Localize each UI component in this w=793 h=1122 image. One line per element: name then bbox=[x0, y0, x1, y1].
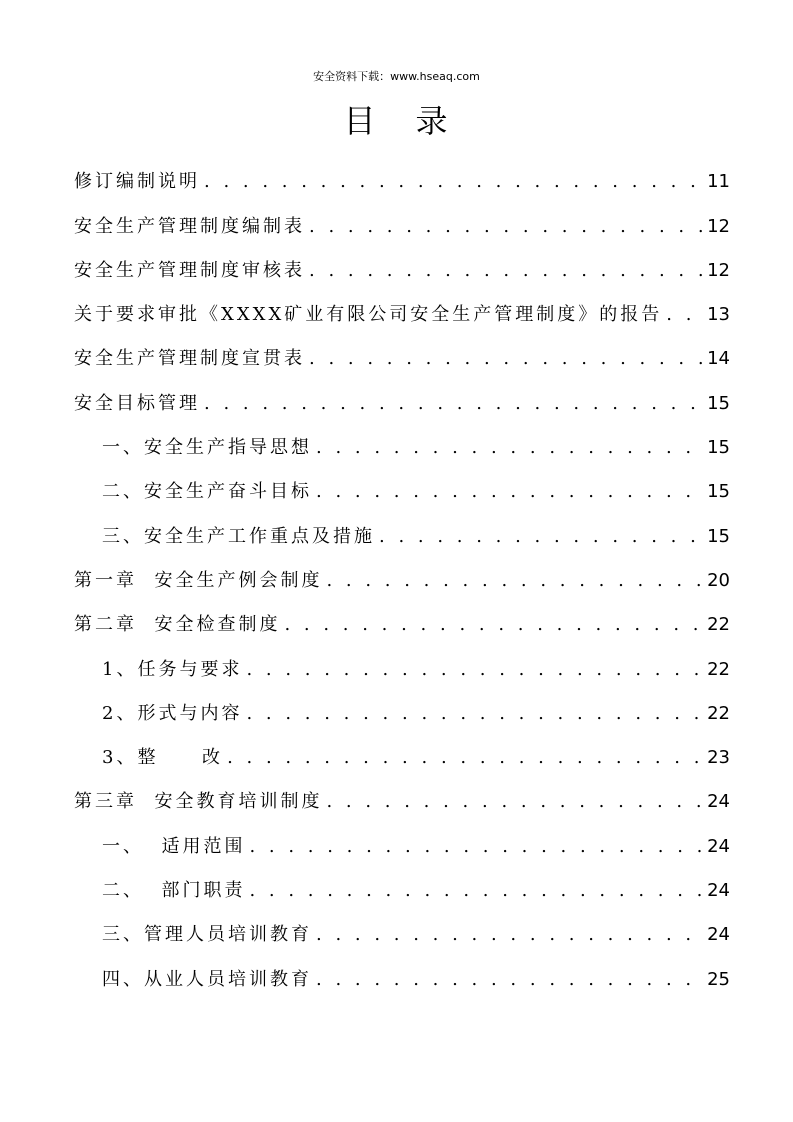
toc-entry[interactable] bbox=[74, 160, 730, 204]
toc-entry[interactable] bbox=[74, 913, 730, 957]
toc-entry-text: 修订编制说明 bbox=[74, 171, 200, 193]
toc-leader bbox=[309, 205, 703, 249]
toc-entry-page: 24 bbox=[707, 924, 730, 946]
toc-entry-text: 二、 部门职责 bbox=[102, 880, 246, 902]
toc-entry-page: 24 bbox=[707, 791, 730, 813]
toc-entry[interactable] bbox=[74, 647, 730, 691]
toc-entry-text: 一、安全生产指导思想 bbox=[102, 437, 312, 459]
toc-entry[interactable] bbox=[74, 736, 730, 780]
toc-entry-text: 三、安全生产工作重点及措施 bbox=[102, 525, 375, 547]
toc-leader bbox=[249, 869, 703, 913]
toc-entry-text: 安全目标管理 bbox=[74, 392, 200, 414]
toc-entry[interactable] bbox=[74, 692, 730, 736]
title-char-2: 录 bbox=[415, 102, 450, 140]
toc-entry[interactable] bbox=[74, 957, 730, 1001]
toc-entry-page: 24 bbox=[707, 880, 730, 902]
toc-entry-text: 二、安全生产奋斗目标 bbox=[102, 481, 312, 503]
toc-entry-page: 15 bbox=[707, 392, 730, 414]
toc-entry[interactable] bbox=[74, 514, 730, 558]
toc-leader bbox=[316, 426, 703, 470]
toc-entry-page: 12 bbox=[707, 215, 730, 237]
toc-entry-page: 11 bbox=[707, 171, 730, 193]
toc-entry[interactable] bbox=[74, 603, 730, 647]
toc-entry-page: 13 bbox=[707, 304, 730, 326]
toc-entry-page: 23 bbox=[707, 747, 730, 769]
toc-entry-text: 安全生产管理制度审核表 bbox=[74, 259, 305, 281]
toc-entry-text: 一、 适用范围 bbox=[102, 835, 246, 857]
toc-entry[interactable] bbox=[74, 381, 730, 425]
toc-leader bbox=[204, 382, 703, 426]
toc-leader bbox=[326, 780, 703, 824]
toc-entry[interactable] bbox=[74, 337, 730, 381]
toc-entry-page: 22 bbox=[707, 614, 730, 636]
toc-leader bbox=[316, 958, 703, 1002]
toc-leader bbox=[326, 559, 703, 603]
toc-entry-text: 安全生产管理制度宣贯表 bbox=[74, 348, 305, 370]
table-of-contents bbox=[74, 160, 730, 1002]
toc-entry-text: 第三章 安全教育培训制度 bbox=[74, 791, 323, 813]
toc-leader bbox=[309, 337, 703, 381]
toc-leader bbox=[227, 736, 703, 780]
toc-entry-page: 14 bbox=[707, 348, 730, 370]
toc-entry-page: 12 bbox=[707, 259, 730, 281]
toc-leader bbox=[309, 249, 703, 293]
toc-entry-page: 22 bbox=[707, 658, 730, 680]
toc-entry-text: 2、形式与内容 bbox=[102, 702, 243, 724]
toc-entry-page: 15 bbox=[707, 481, 730, 503]
toc-entry[interactable] bbox=[74, 780, 730, 824]
toc-leader bbox=[316, 470, 703, 514]
toc-entry-text: 四、从业人员培训教育 bbox=[102, 968, 312, 990]
toc-entry-page: 24 bbox=[707, 835, 730, 857]
toc-entry-text: 第一章 安全生产例会制度 bbox=[74, 569, 323, 591]
toc-entry-page: 15 bbox=[707, 525, 730, 547]
toc-leader bbox=[249, 825, 703, 869]
title-char-1: 目 bbox=[343, 102, 378, 140]
toc-entry[interactable] bbox=[74, 249, 730, 293]
toc-entry[interactable] bbox=[74, 559, 730, 603]
toc-entry-page: 22 bbox=[707, 702, 730, 724]
toc-entry-text: 第二章 安全检查制度 bbox=[74, 614, 281, 636]
toc-leader bbox=[246, 692, 703, 736]
toc-leader bbox=[379, 515, 703, 559]
toc-entry-page: 25 bbox=[707, 968, 730, 990]
toc-leader bbox=[204, 160, 703, 204]
toc-entry[interactable] bbox=[74, 869, 730, 913]
toc-entry[interactable] bbox=[74, 426, 730, 470]
page-header: 安全资料下载：www.hseaq.com bbox=[313, 70, 480, 83]
toc-leader bbox=[246, 648, 703, 692]
toc-leader bbox=[316, 913, 703, 957]
toc-leader bbox=[284, 603, 703, 647]
toc-entry-text: 三、管理人员培训教育 bbox=[102, 924, 312, 946]
toc-entry[interactable] bbox=[74, 824, 730, 868]
toc-leader bbox=[666, 293, 703, 337]
toc-entry[interactable] bbox=[74, 470, 730, 514]
toc-entry-text: 3、整 改 bbox=[102, 747, 224, 769]
toc-entry[interactable] bbox=[74, 293, 730, 337]
toc-entry-page: 20 bbox=[707, 569, 730, 591]
page-title bbox=[0, 96, 793, 142]
toc-entry-text: 安全生产管理制度编制表 bbox=[74, 215, 305, 237]
toc-entry-text: 关于要求审批《XXXX矿业有限公司安全生产管理制度》的报告 bbox=[74, 304, 663, 326]
toc-entry[interactable] bbox=[74, 204, 730, 248]
toc-entry-page: 15 bbox=[707, 437, 730, 459]
toc-entry-text: 1、任务与要求 bbox=[102, 658, 243, 680]
